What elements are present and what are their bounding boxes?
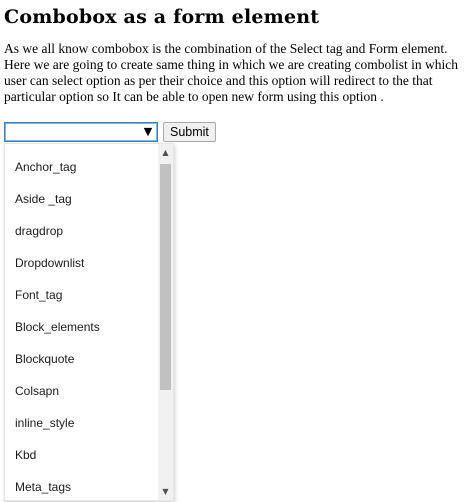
- combobox-dropdown: [4, 143, 174, 501]
- combobox[interactable]: [4, 122, 158, 142]
- dropdown-option-dragdrop[interactable]: dragdrop: [15, 224, 64, 238]
- combobox-input[interactable]: [5, 123, 141, 141]
- page-description: As we all know combobox is the combination of the Select tag and Form element. Here we are going to create same thing in which we are creating combolist in which user can select option as per their choice and this option will redirect to the that particular option so It can be able to open new form using this option .: [4, 41, 458, 104]
- dropdown-option-anchor-tag[interactable]: Anchor_tag: [15, 160, 77, 174]
- dropdown-option-inline-style[interactable]: inline_style: [15, 416, 75, 430]
- page-content: [4, 0, 472, 105]
- submit-button[interactable]: Submit: [163, 122, 216, 142]
- dropdown-scrollbar[interactable]: [158, 144, 173, 500]
- dropdown-option-font-tag[interactable]: Font_tag: [15, 288, 63, 302]
- scrollbar-thumb[interactable]: [160, 164, 171, 390]
- dropdown-option-block-elements[interactable]: Block_elements: [15, 320, 100, 334]
- dropdown-option-dropdownlist[interactable]: Dropdownlist: [15, 256, 85, 270]
- scroll-up-arrow-icon[interactable]: ▲: [162, 148, 169, 157]
- page-title: Combobox as a form element: [4, 6, 320, 28]
- combo-form: [4, 122, 216, 142]
- dropdown-option-kbd[interactable]: Kbd: [15, 448, 37, 462]
- dropdown-option-colsapn[interactable]: Colsapn: [15, 384, 60, 398]
- dropdown-list: [5, 144, 159, 501]
- scroll-down-arrow-icon[interactable]: ▼: [162, 487, 169, 496]
- dropdown-option-blockquote[interactable]: Blockquote: [15, 352, 75, 366]
- dropdown-option-aside-tag[interactable]: Aside _tag: [15, 192, 72, 206]
- chevron-down-icon[interactable]: ▼: [143, 125, 153, 138]
- dropdown-option-meta-tags[interactable]: Meta_tags: [15, 480, 72, 494]
